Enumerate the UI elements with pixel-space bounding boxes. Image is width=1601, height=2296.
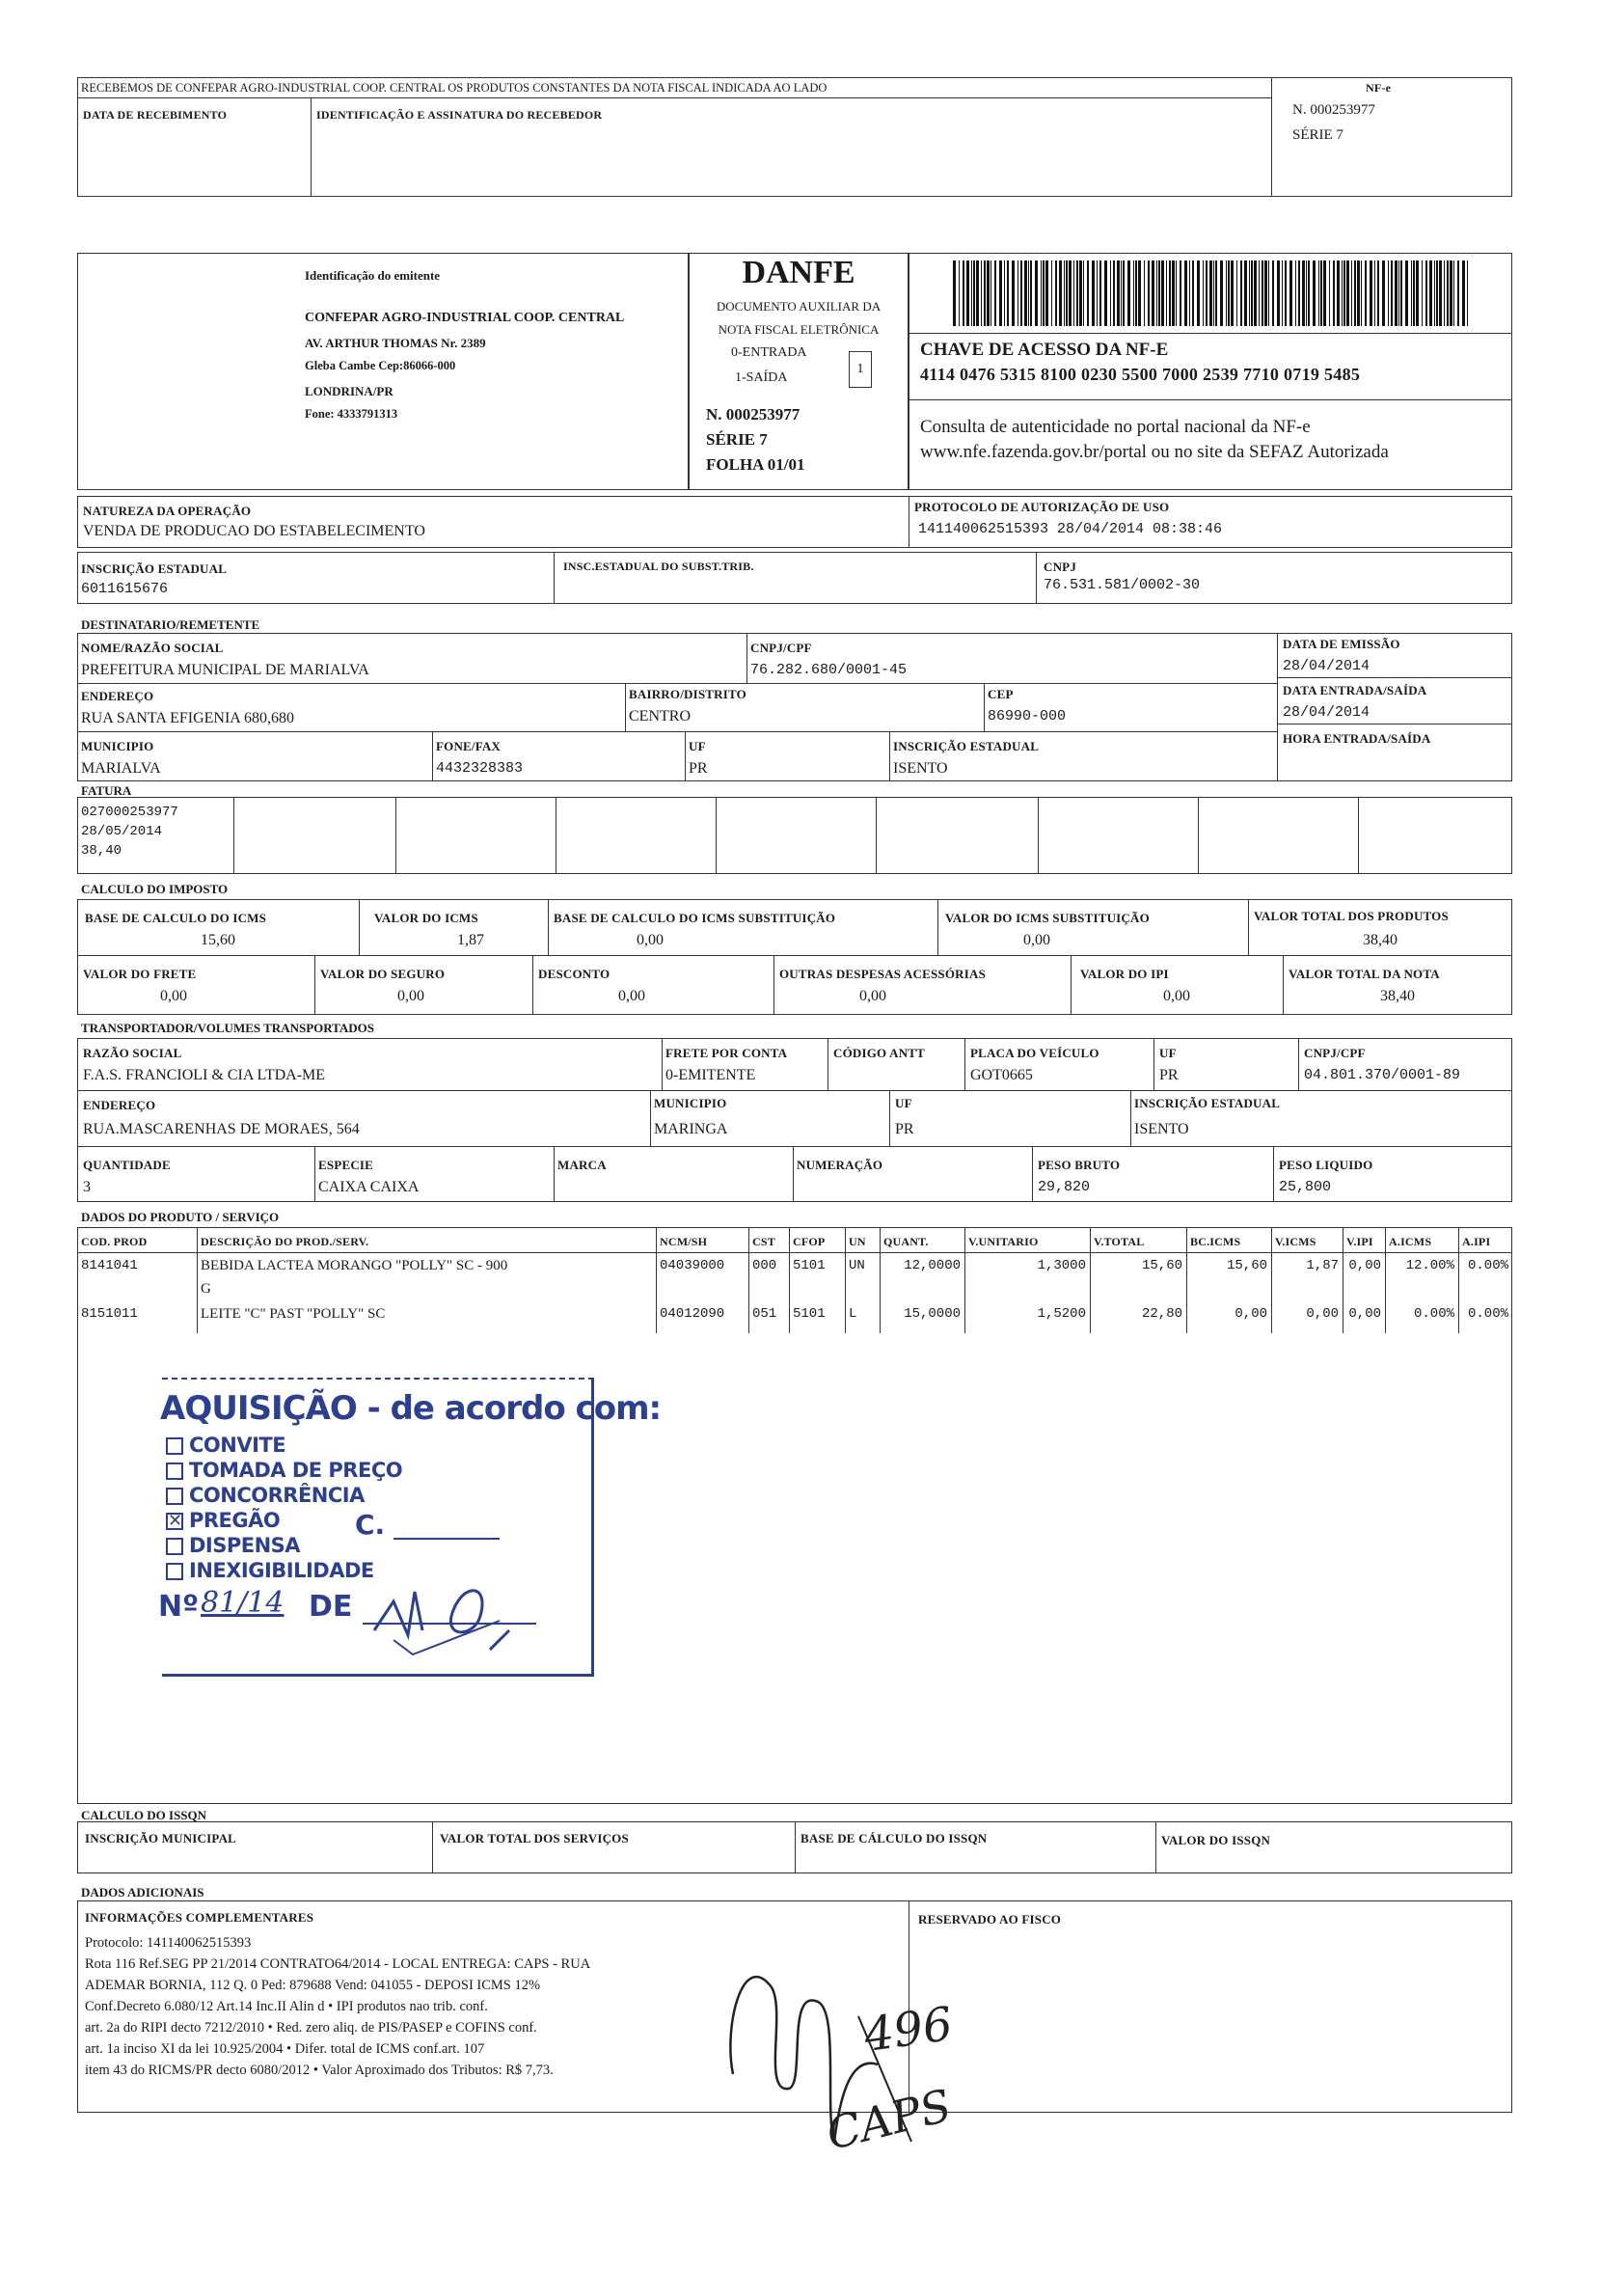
issqn-section: CALCULO DO ISSQN (81, 1808, 207, 1822)
seguro-value: 0,00 (397, 988, 424, 1004)
product-cell-vipi: 0,00 (1348, 1258, 1381, 1273)
base-st-value: 0,00 (637, 932, 664, 948)
transp-uf-label: UF (1159, 1046, 1177, 1060)
product-cell-desc: BEBIDA LACTEA MORANGO "POLLY" SC - 900 (201, 1258, 508, 1273)
dest-cnpj-label: CNPJ/CPF (750, 641, 812, 655)
destinatario-section: DESTINATARIO/REMETENTE (81, 617, 260, 632)
natureza-label: NATUREZA DA OPERAÇÃO (83, 504, 252, 518)
stamp-checkbox-2 (166, 1488, 183, 1505)
iest-label: INSC.ESTADUAL DO SUBST.TRIB. (563, 560, 754, 573)
info-line: Rota 116 Ref.SEG PP 21/2014 CONTRATO64/2014 - LOCAL ENTREGA: CAPS - RUA (85, 1956, 591, 1972)
stamp-checkbox-5 (166, 1563, 183, 1580)
dest-endereco-label: ENDEREÇO (81, 689, 154, 703)
canhoto-top-text: RECEBEMOS DE CONFEPAR AGRO-INDUSTRIAL COOP. CENTRAL OS PRODUTOS CONSTANTES DA NOTA FISCAL INDICADA AO LADO (81, 81, 828, 95)
product-cell-aicms: 0.00% (1413, 1306, 1454, 1322)
emitente-city: LONDRINA/PR (305, 384, 393, 398)
hora-label: HORA ENTRADA/SAÍDA (1283, 731, 1431, 746)
product-header-3: CST (752, 1235, 775, 1248)
transp-liquido-label: PESO LIQUIDO (1279, 1158, 1373, 1172)
chave-label: CHAVE DE ACESSO DA NF-E (920, 340, 1169, 360)
transp-razao-value: F.A.S. FRANCIOLI & CIA LTDA-ME (83, 1067, 326, 1083)
canhoto-serie: SÉRIE 7 (1292, 127, 1343, 143)
valor-st-value: 0,00 (1023, 932, 1050, 948)
desconto-label: DESCONTO (538, 967, 611, 981)
product-cell-vicms: 1,87 (1306, 1258, 1339, 1273)
product-cell-cst: 051 (752, 1306, 777, 1322)
transportador-box (77, 1038, 1512, 1202)
product-header-6: QUANT. (883, 1235, 929, 1248)
info-line: art. 2a do RIPI decto 7212/2010 • Red. zero aliq. de PIS/PASEP e COFINS conf. (85, 2020, 537, 2036)
dest-endereco-value: RUA SANTA EFIGENIA 680,680 (81, 710, 294, 726)
issqn-servicos-label: VALOR TOTAL DOS SERVIÇOS (440, 1831, 629, 1845)
natureza-value: VENDA DE PRODUCAO DO ESTABELECIMENTO (83, 523, 425, 539)
ie-value: 6011615676 (81, 581, 169, 597)
reservado-label: RESERVADO AO FISCO (918, 1912, 1062, 1927)
dest-fone-label: FONE/FAX (436, 739, 502, 753)
aquisicao-stamp (158, 1378, 662, 1677)
dest-cep-label: CEP (988, 687, 1014, 701)
transp-uf2-label: UF (895, 1096, 912, 1110)
stamp-checkbox-1 (166, 1462, 183, 1480)
transp-endereco-label: ENDEREÇO (83, 1098, 156, 1112)
canhoto-numero: N. 000253977 (1292, 102, 1375, 118)
emissao-value: 28/04/2014 (1283, 658, 1370, 674)
base-icms-label: BASE DE CALCULO DO ICMS (85, 911, 267, 925)
transp-marca-label: MARCA (557, 1158, 607, 1172)
emitente-address: AV. ARTHUR THOMAS Nr. 2389 (305, 336, 486, 350)
stamp-option-3: PREGÃO (189, 1509, 281, 1532)
ipi-label: VALOR DO IPI (1080, 967, 1169, 981)
product-cell-desc-cont: G (201, 1281, 211, 1297)
product-cell-vicms: 0,00 (1306, 1306, 1339, 1322)
stamp-option-4: DISPENSA (189, 1534, 301, 1557)
product-cell-bcicms: 0,00 (1235, 1306, 1267, 1322)
stamp-option-0: CONVITE (189, 1434, 286, 1457)
identificacao-label: IDENTIFICAÇÃO E ASSINATURA DO RECEBEDOR (316, 108, 603, 122)
transp-numeracao-label: NUMERAÇÃO (797, 1158, 883, 1172)
product-cell-bcicms: 15,60 (1226, 1258, 1267, 1273)
product-cell-cst: 000 (752, 1258, 777, 1273)
info-line: ADEMAR BORNIA, 112 Q. 0 Ped: 879688 Vend: 041055 - DEPOSI ICMS 12% (85, 1978, 541, 1993)
product-cell-aicms: 12.00% (1405, 1258, 1454, 1273)
issqn-im-label: INSCRIÇÃO MUNICIPAL (85, 1831, 237, 1845)
stamp-checkbox-4 (166, 1538, 183, 1555)
ie-label: INSCRIÇÃO ESTADUAL (81, 561, 228, 576)
transp-frete-value: 0-EMITENTE (665, 1067, 756, 1083)
total-prod-label: VALOR TOTAL DOS PRODUTOS (1254, 909, 1449, 923)
danfe-tipo: 1 (856, 362, 864, 376)
dest-ie-value: ISENTO (893, 760, 948, 777)
stamp-no-label: Nº (158, 1590, 200, 1624)
transp-antt-label: CÓDIGO ANTT (833, 1046, 926, 1060)
protocolo-label: PROTOCOLO DE AUTORIZAÇÃO DE USO (914, 500, 1170, 514)
transp-frete-label: FRETE POR CONTA (665, 1046, 788, 1060)
product-header-0: COD. PROD (81, 1235, 148, 1248)
product-cell-ncm: 04012090 (660, 1306, 725, 1322)
transp-cnpj-value: 04.801.370/0001-89 (1304, 1067, 1461, 1083)
transp-placa-label: PLACA DO VEÍCULO (970, 1046, 1099, 1060)
total-nota-label: VALOR TOTAL DA NOTA (1289, 967, 1440, 981)
stamp-c-label: C. (355, 1509, 386, 1541)
stamp-signature (355, 1563, 548, 1669)
emitente-area: Gleba Cambe Cep:86066-000 (305, 359, 456, 372)
transp-ie-label: INSCRIÇÃO ESTADUAL (1134, 1096, 1281, 1110)
product-cell-quant: 12,0000 (904, 1258, 961, 1273)
produtos-section: DADOS DO PRODUTO / SERVIÇO (81, 1210, 280, 1224)
issqn-valor-label: VALOR DO ISSQN (1161, 1833, 1271, 1847)
dest-bairro-value: CENTRO (629, 708, 691, 724)
frete-value: 0,00 (160, 988, 187, 1004)
dest-cep-value: 86990-000 (988, 708, 1067, 724)
valor-icms-value: 1,87 (457, 932, 484, 948)
emitente-name: CONFEPAR AGRO-INDUSTRIAL COOP. CENTRAL (305, 311, 625, 325)
product-cell-cod: 8151011 (81, 1306, 138, 1322)
base-icms-value: 15,60 (201, 932, 235, 948)
dest-uf-label: UF (689, 739, 706, 753)
fatura-section: FATURA (81, 783, 132, 798)
fatura-line-3: 38,40 (81, 843, 122, 859)
entrada-label: DATA ENTRADA/SAÍDA (1283, 683, 1427, 697)
product-cell-desc: LEITE "C" PAST "POLLY" SC (201, 1306, 386, 1322)
handwriting-496: 496 (860, 1996, 957, 2064)
product-cell-cod: 8141041 (81, 1258, 138, 1273)
product-cell-aipi: 0.00% (1467, 1258, 1508, 1273)
emitente-cnpj-value: 76.531.581/0002-30 (1044, 577, 1201, 593)
outras-value: 0,00 (859, 988, 886, 1004)
imposto-section: CALCULO DO IMPOSTO (81, 882, 229, 896)
transp-especie-value: CAIXA CAIXA (318, 1179, 420, 1195)
transp-municipio-value: MARINGA (654, 1121, 728, 1137)
danfe-serie: SÉRIE 7 (706, 430, 768, 449)
danfe-sub2: NOTA FISCAL ELETRÔNICA (718, 322, 880, 337)
transp-cnpj-label: CNPJ/CPF (1304, 1046, 1366, 1060)
info-label: INFORMAÇÕES COMPLEMENTARES (85, 1910, 314, 1925)
product-header-2: NCM/SH (660, 1235, 708, 1248)
desconto-value: 0,00 (618, 988, 645, 1004)
transp-bruto-label: PESO BRUTO (1038, 1158, 1121, 1172)
danfe-folha: FOLHA 01/01 (706, 455, 805, 474)
dest-uf-value: PR (689, 760, 708, 777)
total-prod-value: 38,40 (1363, 932, 1397, 948)
consulta-line-1: Consulta de autenticidade no portal nacional da NF-e (920, 417, 1311, 437)
product-cell-vunit: 1,5200 (1037, 1306, 1086, 1322)
seguro-label: VALOR DO SEGURO (320, 967, 446, 981)
product-header-8: V.TOTAL (1094, 1235, 1145, 1248)
product-header-1: DESCRIÇÃO DO PROD./SERV. (201, 1235, 369, 1248)
info-line: art. 1a inciso XI da lei 10.925/2004 • Difer. total de ICMS conf.art. 107 (85, 2041, 485, 2057)
stamp-title: AQUISIÇÃO - de acordo com: (160, 1389, 662, 1428)
danfe-saida: 1-SAÍDA (735, 370, 788, 385)
danfe-numero: N. 000253977 (706, 405, 800, 424)
product-header-9: BC.ICMS (1190, 1235, 1241, 1248)
stamp-de-label: DE (309, 1590, 353, 1624)
product-cell-ncm: 04039000 (660, 1258, 725, 1273)
chave-value: 4114 0476 5315 8100 0230 5500 7000 2539 7710 0719 5485 (920, 365, 1361, 384)
transp-placa-value: GOT0665 (970, 1067, 1033, 1083)
transp-especie-label: ESPECIE (318, 1158, 374, 1172)
product-cell-vtotal: 22,80 (1141, 1306, 1182, 1322)
transp-razao-label: RAZÃO SOCIAL (83, 1046, 182, 1060)
dest-nome-label: NOME/RAZÃO SOCIAL (81, 641, 224, 655)
dest-ie-label: INSCRIÇÃO ESTADUAL (893, 739, 1040, 753)
canhoto-nfe-label: NF-e (1366, 81, 1392, 95)
emitente-cnpj-label: CNPJ (1044, 560, 1077, 574)
danfe-title: DANFE (742, 255, 855, 290)
danfe-tipo-box (849, 351, 872, 388)
product-cell-cfop: 5101 (793, 1306, 826, 1322)
adicionais-section: DADOS ADICIONAIS (81, 1885, 204, 1900)
transp-municipio-label: MUNICIPIO (654, 1096, 727, 1110)
product-cell-vtotal: 15,60 (1141, 1258, 1182, 1273)
frete-label: VALOR DO FRETE (83, 967, 197, 981)
dest-municipio-value: MARIALVA (81, 760, 161, 777)
product-header-4: CFOP (793, 1235, 826, 1248)
transp-endereco-value: RUA.MASCARENHAS DE MORAES, 564 (83, 1121, 360, 1137)
transportador-section: TRANSPORTADOR/VOLUMES TRANSPORTADOS (81, 1021, 375, 1035)
stamp-option-5: INEXIGIBILIDADE (189, 1559, 374, 1582)
transp-liquido-value: 25,800 (1279, 1179, 1332, 1195)
total-nota-value: 38,40 (1380, 988, 1415, 1004)
dest-municipio-label: MUNICIPIO (81, 739, 154, 753)
emitente-phone: Fone: 4333791313 (305, 407, 398, 421)
dest-nome-value: PREFEITURA MUNICIPAL DE MARIALVA (81, 662, 369, 678)
stamp-option-2: CONCORRÊNCIA (189, 1484, 365, 1507)
outras-label: OUTRAS DESPESAS ACESSÓRIAS (779, 967, 986, 981)
entrada-value: 28/04/2014 (1283, 704, 1370, 721)
fatura-line-1: 027000253977 (81, 805, 178, 820)
product-header-13: A.IPI (1462, 1235, 1491, 1248)
emissao-label: DATA DE EMISSÃO (1283, 637, 1400, 651)
product-cell-aipi: 0.00% (1467, 1306, 1508, 1322)
product-header-10: V.ICMS (1275, 1235, 1316, 1248)
transp-qtd-label: QUANTIDADE (83, 1158, 171, 1172)
product-cell-un: L (849, 1306, 857, 1322)
base-st-label: BASE DE CALCULO DO ICMS SUBSTITUIÇÃO (554, 911, 836, 925)
stamp-checkbox-0 (166, 1437, 183, 1455)
product-cell-vunit: 1,3000 (1037, 1258, 1086, 1273)
barcode (953, 260, 1474, 326)
fatura-line-2: 28/05/2014 (81, 824, 163, 839)
product-header-7: V.UNITARIO (968, 1235, 1039, 1248)
transp-bruto-value: 29,820 (1038, 1179, 1091, 1195)
product-header-5: UN (849, 1235, 866, 1248)
ipi-value: 0,00 (1163, 988, 1190, 1004)
info-line: item 43 do RICMS/PR decto 6080/2012 • Valor Aproximado dos Tributos: R$ 7,73. (85, 2063, 554, 2078)
danfe-entrada: 0-ENTRADA (731, 345, 807, 360)
handwriting-caps: CAPS (821, 2078, 957, 2161)
valor-st-label: VALOR DO ICMS SUBSTITUIÇÃO (945, 911, 1150, 925)
consulta-line-2: www.nfe.fazenda.gov.br/portal ou no site da SEFAZ Autorizada (920, 442, 1389, 462)
danfe-sub1: DOCUMENTO AUXILIAR DA (716, 299, 882, 314)
valor-icms-label: VALOR DO ICMS (374, 911, 478, 925)
emitente-label: Identificação do emitente (305, 268, 441, 283)
product-cell-cfop: 5101 (793, 1258, 826, 1273)
product-cell-un: UN (849, 1258, 865, 1273)
dest-fone-value: 4432328383 (436, 760, 524, 777)
data-recebimento-label: DATA DE RECEBIMENTO (83, 108, 228, 122)
info-line: Protocolo: 141140062515393 (85, 1935, 252, 1951)
transp-uf-value: PR (1159, 1067, 1179, 1083)
transp-qtd-value: 3 (83, 1179, 91, 1195)
product-header-11: V.IPI (1346, 1235, 1373, 1248)
product-cell-vipi: 0,00 (1348, 1306, 1381, 1322)
info-line: Conf.Decreto 6.080/12 Art.14 Inc.II Alin d • IPI produtos nao trib. conf. (85, 1999, 488, 2014)
transp-ie-value: ISENTO (1134, 1121, 1189, 1137)
issqn-base-label: BASE DE CÁLCULO DO ISSQN (800, 1831, 988, 1845)
dest-cnpj-value: 76.282.680/0001-45 (750, 662, 908, 678)
protocolo-value: 141140062515393 28/04/2014 08:38:46 (918, 521, 1223, 537)
product-header-12: A.ICMS (1389, 1235, 1432, 1248)
transp-uf2-value: PR (895, 1121, 914, 1137)
product-cell-quant: 15,0000 (904, 1306, 961, 1322)
dest-bairro-label: BAIRRO/DISTRITO (629, 687, 746, 701)
inscricao-box (77, 552, 1512, 604)
stamp-option-1: TOMADA DE PREÇO (189, 1459, 403, 1482)
stamp-no-value: 81/14 (201, 1586, 285, 1620)
stamp-checkbox-3: ✕ (168, 1511, 183, 1531)
fatura-box (77, 797, 1512, 874)
